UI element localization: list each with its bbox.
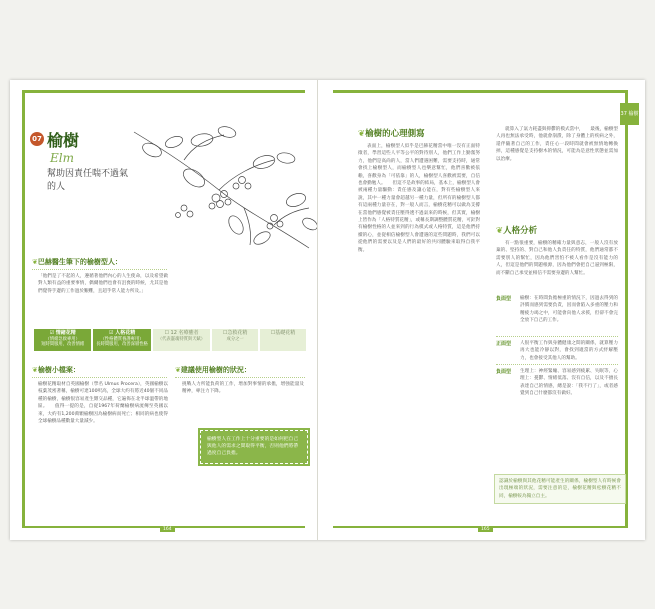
flower-number-badge: 07: [30, 132, 44, 146]
category-12-healers-sub1: （代表靈魂特質與天賦）: [157, 336, 206, 342]
psych-heading-text: 榆樹的心理側寫: [365, 129, 425, 139]
category-basic-label: ☐基礎花精: [270, 330, 296, 336]
category-personality-sub2: 長時間服用，改善深層性格: [96, 342, 148, 347]
elm-profile-heading: [32, 365, 152, 375]
usage-heading: [175, 365, 305, 375]
flower-title-zh: 榆樹: [47, 131, 80, 150]
flower-subtitle: 幫助因責任喘不過氣的人: [47, 169, 129, 192]
category-rescue-label: ☐急救花精: [222, 330, 248, 336]
usage-heading-text: 建議使用榆樹的狀況：: [180, 366, 251, 374]
left-top-border: [22, 90, 305, 93]
right-page: [318, 80, 645, 540]
category-emotional-sub2: 短時間服用，改善情緒: [41, 342, 85, 347]
category-bar: [34, 329, 306, 351]
right-right-border: [625, 90, 628, 526]
side-tab: 37 榆樹: [620, 103, 639, 125]
category-personality-sub1: （性格體質養護專用）: [100, 336, 144, 342]
right-top-border: [333, 90, 628, 93]
trait-divider: [496, 364, 618, 365]
dr-bach-heading-text: 巴赫醫生筆下的榆樹型人：: [37, 258, 122, 266]
trait-divider: [496, 336, 618, 337]
trait-text: 榆樹：在時間負擔極重的情況下，因過去得到的評價而感到需要負責，因而會陷入多重的壓力和精疲力竭之中，可能會向他人求援，但卻不會完全放下自己的工作。: [520, 296, 618, 324]
category-rescue-sub1: 成分之一: [226, 336, 244, 342]
category-emotional: [34, 329, 91, 351]
elm-profile-text: 榆樹花精取材自英國榆樹（學名 Ulmus Procera），英國榆樹以枝葉茂密著稱，榆樹可達100呎高，全球大約有將近40個不同品種的榆樹，榆樹很容易產生雜交品種，它遍佈在北半球溫帶的地區。 值得一提的是，自從1967年荷蘭榆樹病流傳至英國以來，大約有1,200萬顆榆樹因為榆樹病而死亡；相同的病也使得全球榆樹品種數量大量減少。: [38, 382, 168, 425]
left-page-number: 164: [160, 527, 175, 532]
trait-row: [496, 340, 618, 362]
dr-bach-heading: [32, 257, 172, 267]
personality-text: [496, 240, 618, 277]
personality-paragraph: 有一點很重要，榆樹的精確力量與意志，一般人沒有放棄的、堅持的、對自己和他人負責任的特質，他們通常都不需要別人的幫忙，因為他們害怕不被人看作是沒有能力的人，但這是他們的問題根源，因為他們會把自己逼到極限，而不斷自己承受並相信不需要身邊的人幫忙。: [496, 241, 618, 276]
category-12-healers-label: ☐ 12 名療癒者: [164, 330, 199, 336]
trait-tag: 負面型: [496, 369, 512, 375]
trait-row: [496, 295, 618, 325]
left-page: [10, 80, 317, 540]
leaf-icon: ❦: [32, 366, 38, 374]
category-12-healers: [153, 329, 210, 351]
trait-row: [496, 368, 618, 398]
personality-heading: [496, 224, 616, 236]
trait-tag: 正面型: [496, 341, 512, 347]
right-page-number: 165: [478, 527, 493, 532]
usage-text: 挑戰人力所能負荷的工作，增加對事情的承擔，增強能量及精神，專注力下降。: [182, 382, 304, 395]
leaf-icon: ❦: [175, 366, 181, 374]
category-emotional-sub1: （情緒急救專用）: [45, 336, 80, 342]
note-text: 認識於榆樹與其他花精可能產生的關係，榆樹型人有時候會出現極端的狀況，需要注意的是，榆樹花精與松樹花精不同，榆樹較為獨立自主。: [499, 479, 621, 499]
trait-tag: 負面型: [496, 296, 512, 302]
personality-heading-text: 人格分析: [503, 226, 538, 236]
category-emotional-label: ☑ 情緒花精: [49, 330, 76, 336]
category-personality: [93, 329, 150, 351]
dr-bach-divider: [32, 269, 167, 270]
usage-divider: [175, 377, 305, 378]
col2-text: [496, 126, 618, 163]
trait-text: 生理上：神經緊繃、容易感到疲累、失眠等，心理上：憂鬱、情緒低落、沒有自信，以及不擅長表達自己的情感，總是說：「我不行了」，或者感覺到自己什麼都沒有做好。: [520, 369, 618, 397]
callout-box: [200, 430, 308, 464]
flower-title-en: Elm: [50, 151, 74, 165]
psych-paragraph: 表面上，榆樹型人似乎是巴赫花精當中唯一沒有正面特徵者，學習這些人平等公平的對待別人，他們工作上勤奮努力，他們是高尚的人，當人們遭遇困難，需要支持時，通常會找上榆樹型人，而榆樹型人也樂意幫忙，他們喜歡被依賴，喜歡身為「可依靠」的人，榆樹型人喜歡被需要，自信也會勤勉人。 但這不是故事的結局，基本上，榆樹型人會被兩種力量驅動：責任感及讓心能在，對有些榆樹型人來說，其中一種力量會超越另一種力量，但所有的榆樹型人都有這兩種力量存在，對一般人而言，榆樹花精可以做為支撐在當他們感覺被責任壓得透不過氣來的時候，但其實，榆樹上皆作為「人格特質花精」，或稱長期調整體質花精，可針對有榆樹性格的人並來到的行為模式或人格特質，這是他們持續的心，並從相信榆樹型人會遭遇的這些問題時，我們可以從他們的需要以及是人們的最好的共同體驗來取得自我平衡。: [358, 144, 480, 253]
category-rescue: [212, 329, 258, 351]
leaf-icon: ❦: [358, 129, 366, 139]
psych-text: [358, 143, 480, 526]
note-box: [494, 474, 626, 504]
leaf-icon: ❦: [496, 226, 504, 236]
trait-text: 人很平衡工作與身體健康之間的關係，就算壓力再大也能冷靜以對，會找到適當的方式紓解壓力，也會接受其他人的幫助。: [520, 341, 618, 361]
psych-heading: [358, 127, 478, 139]
elm-profile-heading-text: 榆樹小檔案：: [37, 366, 80, 374]
col2-paragraph: 就算入了氣力耗盡與抑鬱的模式當中， 最後，榆樹型人再也無法承受時，他就會崩潰，除了身體上的疾病之外，還伴隨著自己的工作，責任心一段時間就會被無情地轉換掉，這種感覺是支持樹木的情況，可能為是意性狀態並需加以治療。: [496, 127, 618, 162]
dr-bach-quote: 「他們是了不起的人，遵循著他們內心的人生使命，以及希望做對人類有益的重要事情，偶爾他們也會有沮喪的時候，尤其是他們覺得手邊的工作過於艱難，且超乎常人能力所及。」: [38, 274, 168, 294]
callout-text: 榆樹型人在工作上十分重要的是如何把自己與他人的需求之間取得平衡，否則他們將帶過度自己負擔。: [207, 437, 299, 457]
elm-illustration: [124, 120, 320, 255]
category-personality-label: ☑ 人格花精: [108, 330, 136, 336]
elm-profile-divider: [32, 377, 167, 378]
left-left-border: [22, 90, 25, 526]
leaf-icon: ❦: [32, 258, 38, 266]
category-basic: [260, 329, 306, 351]
